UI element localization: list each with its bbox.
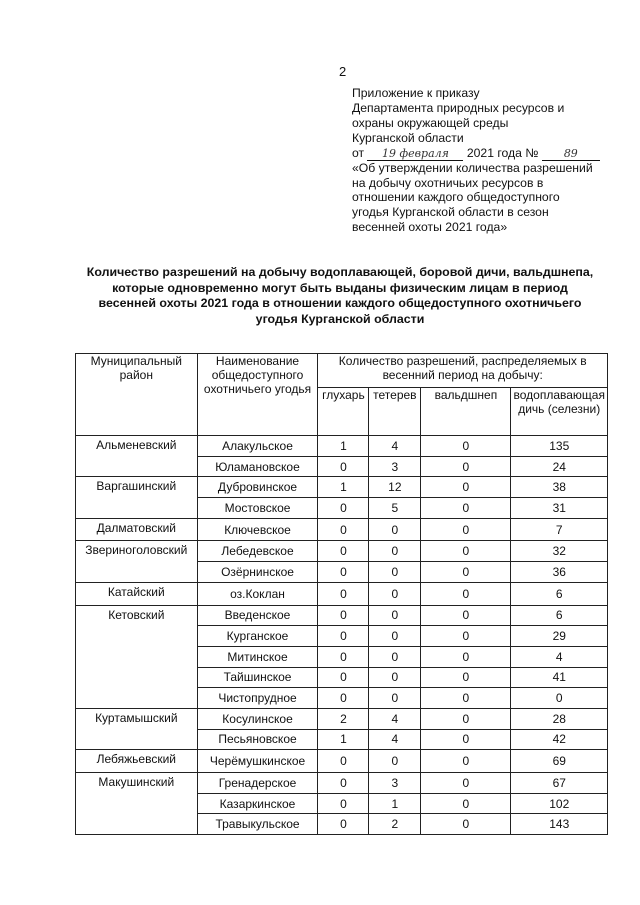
capercaillie-cell: 0 [318, 562, 369, 583]
black-grouse-cell: 3 [369, 773, 421, 794]
district-cell: Макушинский [76, 773, 198, 835]
hunting-ground-cell: Юламановское [197, 456, 318, 477]
woodcock-cell: 0 [421, 626, 511, 647]
black-grouse-cell: 4 [369, 708, 421, 729]
black-grouse-cell: 2 [369, 814, 421, 835]
date-prefix: от [352, 145, 365, 160]
appendix-block [352, 86, 622, 235]
woodcock-cell: 0 [421, 498, 511, 519]
district-cell: Куртамышский [76, 708, 198, 749]
capercaillie-cell: 0 [318, 582, 369, 605]
handwritten-date: 19 февраля [367, 148, 463, 161]
hunting-ground-cell: Травыкульское [197, 814, 318, 835]
hunting-ground-cell: Курганское [197, 626, 318, 647]
district-cell: Варгашинский [76, 477, 198, 518]
header-woodcock: вальдшнеп [421, 388, 511, 436]
black-grouse-cell: 12 [369, 477, 421, 498]
waterfowl-cell: 4 [511, 646, 608, 667]
woodcock-cell: 0 [421, 688, 511, 709]
header-waterfowl: водоплавающая дичь (селезни) [511, 388, 608, 436]
table-row [76, 773, 608, 794]
hunting-ground-cell: Дубровинское [197, 477, 318, 498]
table-row [76, 477, 608, 498]
woodcock-cell: 0 [421, 750, 511, 773]
header-hunting-ground: Наименование общедоступного охотничьего угодья [197, 354, 318, 436]
woodcock-cell: 0 [421, 436, 511, 457]
hunting-ground-cell: Чистопрудное [197, 688, 318, 709]
waterfowl-cell: 67 [511, 773, 608, 794]
capercaillie-cell: 0 [318, 646, 369, 667]
woodcock-cell: 0 [421, 793, 511, 814]
appendix-line: Департамента природных ресурсов и [352, 100, 565, 115]
waterfowl-cell: 41 [511, 667, 608, 688]
waterfowl-cell: 135 [511, 436, 608, 457]
woodcock-cell: 0 [421, 605, 511, 626]
table-row [76, 541, 608, 562]
hunting-ground-cell: Введенское [197, 605, 318, 626]
district-cell: Альменевский [76, 436, 198, 477]
woodcock-cell: 0 [421, 646, 511, 667]
waterfowl-cell: 24 [511, 456, 608, 477]
waterfowl-cell: 7 [511, 518, 608, 541]
title-line: которые одновременно могут быть выданы физическим лицам в период [112, 280, 568, 295]
black-grouse-cell: 4 [369, 729, 421, 750]
black-grouse-cell: 0 [369, 688, 421, 709]
handwritten-order-number: 89 [542, 148, 600, 161]
header-district: Муниципальный район [76, 354, 198, 436]
hunting-ground-cell: Косулинское [197, 708, 318, 729]
header-black-grouse: тетерев [369, 388, 421, 436]
black-grouse-cell: 4 [369, 436, 421, 457]
black-grouse-cell: 3 [369, 456, 421, 477]
subject-line: отношении каждого общедоступного [352, 190, 560, 205]
table-row [76, 582, 608, 605]
subject-line: на добычу охотничьих ресурсов в [352, 175, 544, 190]
woodcock-cell: 0 [421, 518, 511, 541]
capercaillie-cell: 0 [318, 814, 369, 835]
hunting-ground-cell: Казаркинское [197, 793, 318, 814]
hunting-ground-cell: Озёрнинское [197, 562, 318, 583]
waterfowl-cell: 143 [511, 814, 608, 835]
district-cell: Лебяжьевский [76, 750, 198, 773]
district-cell: Звериноголовский [76, 541, 198, 582]
appendix-line: Приложение к приказу [352, 86, 480, 100]
capercaillie-cell: 0 [318, 626, 369, 647]
hunting-ground-cell: Ключевское [197, 518, 318, 541]
black-grouse-cell: 5 [369, 498, 421, 519]
hunting-ground-cell: Митинское [197, 646, 318, 667]
appendix-date-line [352, 146, 622, 161]
woodcock-cell: 0 [421, 582, 511, 605]
hunting-ground-cell: Черёмушкинское [197, 750, 318, 773]
capercaillie-cell: 0 [318, 605, 369, 626]
capercaillie-cell: 0 [318, 793, 369, 814]
table-row [76, 436, 608, 457]
black-grouse-cell: 0 [369, 562, 421, 583]
hunting-ground-cell: Гренадерское [197, 773, 318, 794]
black-grouse-cell: 0 [369, 605, 421, 626]
woodcock-cell: 0 [421, 729, 511, 750]
subject-line: угодья Курганской области в сезон [352, 205, 549, 220]
waterfowl-cell: 31 [511, 498, 608, 519]
hunting-ground-cell: Лебедевское [197, 541, 318, 562]
appendix-line: Курганской области [352, 130, 464, 145]
subject-line: «Об утверждении количества разрешений [352, 160, 593, 175]
title-line: весенней охоты 2021 года в отношении каждого общедоступного охотничьего [98, 296, 582, 311]
black-grouse-cell: 0 [369, 541, 421, 562]
capercaillie-cell: 0 [318, 667, 369, 688]
black-grouse-cell: 0 [369, 582, 421, 605]
capercaillie-cell: 0 [318, 750, 369, 773]
hunting-ground-cell: Песьяновское [197, 729, 318, 750]
capercaillie-cell: 0 [318, 456, 369, 477]
woodcock-cell: 0 [421, 708, 511, 729]
header-capercaillie: глухарь [318, 388, 369, 436]
capercaillie-cell: 1 [318, 436, 369, 457]
date-suffix: 2021 года № [466, 145, 539, 160]
black-grouse-cell: 0 [369, 646, 421, 667]
capercaillie-cell: 0 [318, 773, 369, 794]
waterfowl-cell: 42 [511, 729, 608, 750]
waterfowl-cell: 102 [511, 793, 608, 814]
appendix-line: охраны окружающей среды [352, 115, 509, 130]
black-grouse-cell: 0 [369, 667, 421, 688]
woodcock-cell: 0 [421, 456, 511, 477]
hunting-ground-cell: Алакульское [197, 436, 318, 457]
woodcock-cell: 0 [421, 477, 511, 498]
title-line: Количество разрешений на добычу водоплавающей, боровой дичи, вальдшнепа, [86, 265, 594, 279]
capercaillie-cell: 0 [318, 541, 369, 562]
waterfowl-cell: 69 [511, 750, 608, 773]
hunting-ground-cell: оз.Коклан [197, 582, 318, 605]
document-title [60, 265, 620, 327]
district-cell: Кетовский [76, 605, 198, 708]
waterfowl-cell: 28 [511, 708, 608, 729]
woodcock-cell: 0 [421, 814, 511, 835]
waterfowl-cell: 29 [511, 626, 608, 647]
waterfowl-cell: 0 [511, 688, 608, 709]
waterfowl-cell: 6 [511, 582, 608, 605]
table-row [76, 708, 608, 729]
woodcock-cell: 0 [421, 541, 511, 562]
title-line: угодья Курганской области [255, 311, 425, 326]
waterfowl-cell: 32 [511, 541, 608, 562]
capercaillie-cell: 1 [318, 729, 369, 750]
capercaillie-cell: 0 [318, 498, 369, 519]
district-cell: Катайский [76, 582, 198, 605]
capercaillie-cell: 0 [318, 518, 369, 541]
waterfowl-cell: 6 [511, 605, 608, 626]
black-grouse-cell: 0 [369, 750, 421, 773]
permits-table [75, 353, 608, 835]
black-grouse-cell: 1 [369, 793, 421, 814]
table-body [76, 436, 608, 835]
district-cell: Далматовский [76, 518, 198, 541]
waterfowl-cell: 38 [511, 477, 608, 498]
table-row [76, 750, 608, 773]
woodcock-cell: 0 [421, 562, 511, 583]
page-number: 2 [339, 64, 347, 79]
hunting-ground-cell: Тайшинское [197, 667, 318, 688]
table-row [76, 518, 608, 541]
subject-line: весенней охоты 2021 года» [352, 220, 508, 235]
hunting-ground-cell: Мостовское [197, 498, 318, 519]
woodcock-cell: 0 [421, 667, 511, 688]
capercaillie-cell: 0 [318, 688, 369, 709]
capercaillie-cell: 1 [318, 477, 369, 498]
black-grouse-cell: 0 [369, 518, 421, 541]
woodcock-cell: 0 [421, 773, 511, 794]
header-permits: Количество разрешений, распределяемых в весенний период на добычу: [318, 354, 608, 388]
capercaillie-cell: 2 [318, 708, 369, 729]
table-row [76, 605, 608, 626]
waterfowl-cell: 36 [511, 562, 608, 583]
black-grouse-cell: 0 [369, 626, 421, 647]
